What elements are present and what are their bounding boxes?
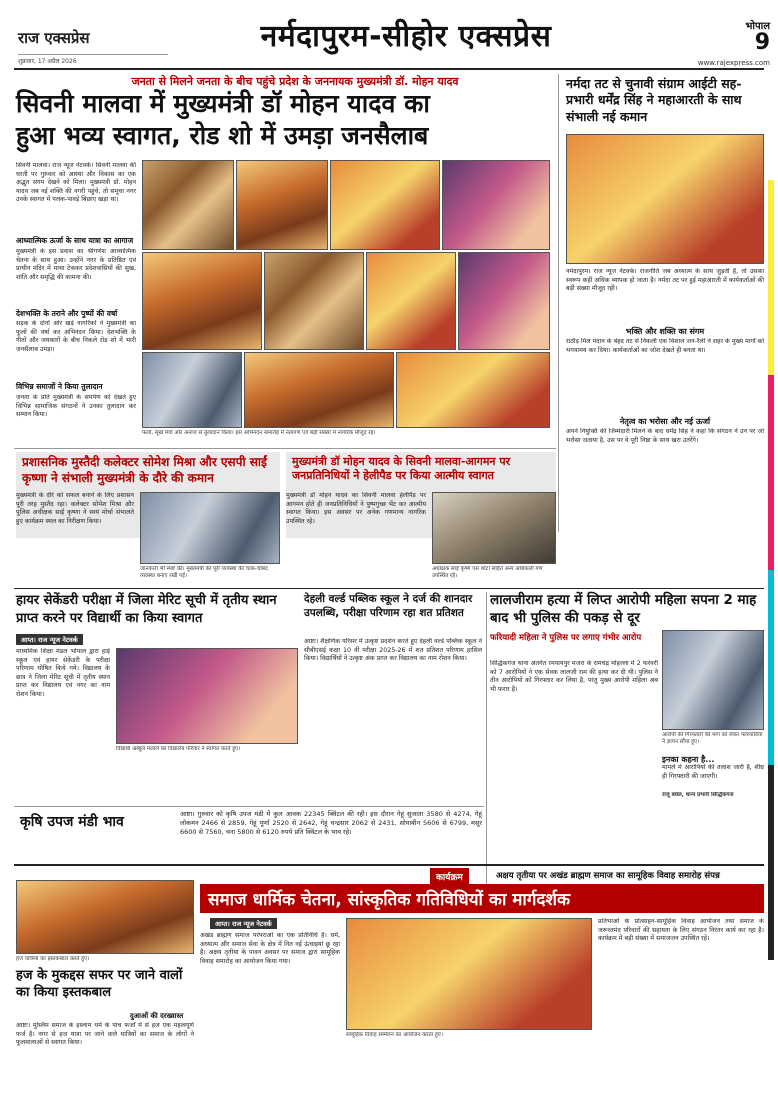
lead-headline-line2: हुआ भव्य स्वागत, रोड शो में उमड़ा जनसैलाब (16, 121, 429, 150)
masthead-right (690, 18, 770, 67)
crime-text: सिद्धिकगंज थाना अंतर्गत रमपायपुर मजरा के रामचंद्र मोहल्ला में 2 फरवरी को 7 आरोपियों ने एक सेवक लालजी राम की हत्या कर दी थी। पुलिस ने तीन आरोपियों को गिरफ्तार कर लिया है, परंतु मुख्य आरोपी महिला अब भी फरार है। (490, 660, 658, 693)
exam-headline: हायर सेकेंडरी परीक्षा में जिला मेरिट सूची में तृतीय स्थान प्राप्त करने पर विद्यार्थी का किया स्वागत (16, 593, 277, 626)
city-label: भोपाल (745, 21, 770, 32)
bottom-photo (346, 918, 592, 1030)
crime-caption: आरोपी की गिरफ्तारी की मांग को लेकर फरियादिया ने ज्ञापन सौंपा हुए। (662, 732, 763, 745)
hajj-headline: हज के मुकद्दस सफर पर जाने वालों का किया इस्तकबाल (16, 968, 183, 1000)
bottom-rule (14, 864, 764, 866)
heli-text: मुख्यमंत्री डॉ मोहन यादव का सिवनी मालवा हेलीपैड पर आगमन होते ही जनप्रतिनिधियों ने पुष्पगुच्छ भेंट कर आत्मीय स्वागत किया। इस अवसर पर अनेक गणमान्य नागरिक उपस्थित रहे। (286, 492, 426, 525)
lead-photo-3 (330, 160, 440, 250)
bottom-headline: समाज धार्मिक चेतना, सांस्कृतिक गतिविधियों का मार्गदर्शक (200, 884, 764, 913)
crime-sub2-by: राजू बघेल, थाना प्रभारी सिद्धिकगंज (662, 792, 734, 798)
admin-headline: प्रशासनिक मुस्तैदी कलेक्टर सोमेश मिश्रा और एसपी साईं कृष्णा ने संभाली मुख्यमंत्री के दौरे की कमान (22, 455, 267, 485)
hajj-caption: हज यात्रियों का इस्तकबाल करते हुए। (16, 956, 90, 962)
column-divider (558, 74, 559, 532)
edition-title: नर्मदापुरम-सीहोर एक्सप्रेस (260, 19, 552, 54)
hajj-photo (16, 880, 194, 954)
lead-photo-5 (142, 252, 262, 350)
exam-text: माध्यमिक शिक्षा मंडल भोपाल द्वारा हाई स्कूल एवं हायर सेकेंडरी के परीक्षा परिणाम घोषित किये गये। विद्यालय के छात्र ने जिला मेरिट सूची में तृतीय स्थान प्राप्त कर विद्यालय एवं नगर का नाम रोशन किया। (16, 648, 110, 698)
lead-sub1: आध्यात्मिक ऊर्जा के साथ यात्रा का आगाज (16, 236, 134, 245)
lead-photo-7 (366, 252, 456, 350)
mandi-divider (14, 806, 484, 807)
lead-sub2-text: सड़क के दोनों ओर खड़े नागरिकों ने मुख्यमंत्री का फूलों की वर्षा कर अभिनंदन किया। देशभक्ति के गीतों और जयकारों के बीच निकले रोड शो में भारी जनसैलाब उमड़ा। (16, 320, 136, 353)
sidebar-sub2-text: अपने नियुक्ति की जिम्मेदारी मिलने के बाद धर्मेंद्र सिंह ने कहा कि संगठन ने उन पर जो भरोसा जताया है, उस पर वे पूरी निष्ठा के साथ खरा उतरेंगे। (566, 428, 764, 444)
dps-text: आष्टा। शैक्षणिक परिसर में उत्कृष्ट प्रदर्शन करते हुए देहली वर्ल्ड पब्लिक स्कूल ने सीबीएसई कक्षा 10 वीं परीक्षा 2025-26 में शत प्रतिशत परिणाम हासिल किया। विद्यार्थियों ने उत्कृष्ट अंक प्राप्त कर विद्यालय का नाम रोशन किया। (304, 638, 482, 662)
admin-text: मुख्यमंत्री के दौरे को सफल बनाने के लिए प्रशासन पूरी तरह मुस्तैद रहा। कलेक्टर सोमेश मिश्रा और पुलिस अधीक्षक साईं कृष्णा ने स्वयं मोर्चा संभालते हुए कार्यक्रम स्थल का निरीक्षण किया। (16, 492, 134, 525)
lead-headline-line1: सिवनी मालवा में मुख्यमंत्री डॉ मोहन यादव का (16, 89, 430, 118)
sidebar-sub1: भक्ति और शक्ति का संगम (625, 327, 705, 336)
masthead-left (18, 28, 168, 65)
lead-kicker: जनता से मिलने जनता के बीच पहुंचे प्रदेश के जननायक मुख्यमंत्री डॉ. मोहन यादव (131, 75, 459, 88)
crime-sub2-text: मामले में आरोपियों की तलाश जारी है, शीघ्र ही गिरफ्तारी की जाएगी। (662, 764, 764, 780)
crime-sub2: इनका कहना है... (662, 755, 715, 764)
crime-subhead: फरियादी महिला ने पुलिस पर लगाए गंभीर आरोप (490, 633, 642, 643)
dps-headline: देहली वर्ल्ड पब्लिक स्कूल ने दर्ज की शानदार उपलब्धि, परीक्षा परिणाम रहा शत प्रतिशत (304, 593, 473, 620)
heli-headline: मुख्यमंत्री डॉ मोहन यादव के सिवनी मालवा-आगमन पर जनप्रतिनिधियों ने हेलीपैड पर किया आत्मीय स्वागत (292, 455, 511, 483)
lead-sub1-text: मुख्यमंत्री के इस प्रवास का श्रीगणेश आध्यात्मिक चेतना के साथ हुआ। उन्होंने नगर के प्रतिष्ठित एवं प्राचीन मंदिर में माथा टेककर प्रदेशवासियों की सुख, शांति और समृद्धि की कामना की। (16, 248, 136, 281)
bottom-byline: आप्त। राज न्यूज नेटवर्क (210, 918, 277, 929)
lead-photo-9 (142, 352, 242, 428)
lead-photo-8 (458, 252, 550, 350)
hajj-text: आष्टा। मुस्लिम समाज के इस्लाम धर्म के पांच फर्जों में से हज एक महत्वपूर्ण फर्ज है। नगर से हज यात्रा पर जाने वाले यात्रियों का समाज के लोगों ने फूलमालाओं से स्वागत किया। (16, 1022, 194, 1046)
dateline: शुक्रवार, 17 अप्रैल 2026 (18, 54, 168, 65)
bottom-text: अखंड ब्राह्मण समाज परंपराओं का एक प्रतिनिधि है। धर्म, अध्यात्म और समाज सेवा के क्षेत्र में नित नई ऊंचाइयां छू रहा है। अक्षय तृतीया के पावन अवसर पर समाज द्वारा सामूहिक विवाह समारोह का आयोजन किया गया। (200, 932, 340, 965)
tier-divider (14, 448, 556, 449)
exam-byline: आप्त। राज न्यूज नेटवर्क (16, 634, 83, 645)
heli-photo (432, 492, 556, 564)
admin-caption: जानकारी भी स्पष्ट की। मुख्यमंत्री की पूरी व्यवस्था की चाक-चौबंद व्यवस्था बनाए रखी गई। (140, 566, 268, 579)
section-tag: कार्यक्रम (430, 868, 469, 885)
lead-photo-2 (236, 160, 328, 250)
lead-intro: सिवनी मालवा। राज न्यूज नेटवर्क। सिवनी मालवा की धरती पर गुरुवार को आस्था और विकास का एक अद्भुत संगम देखने को मिला। मुख्यमंत्री डॉ. मोहन यादव जब नई शक्ति की नगरी पहुंचे, तो समूचा नगर उनके स्वागत में पलक-पावड़े बिछाए खड़ा था। (16, 162, 136, 203)
color-registration-strip (768, 180, 774, 960)
admin-photo (140, 492, 280, 564)
lead-photo-1 (142, 160, 234, 250)
mandi-title: कृषि उपज मंडी भाव (20, 814, 124, 830)
heli-caption: अधीक्षक साईं कृष्ण एस थोटा सहित अन्य अधिकारी गण उपस्थित रहे। (432, 566, 543, 579)
sidebar-headline: नर्मदा तट से चुनावी संग्राम आईटी सह-प्रभारी धर्मेंद्र सिंह ने महाआरती के साथ संभाली नई कमान (566, 76, 742, 124)
third-tier-rule (14, 588, 764, 589)
masthead-rule (14, 68, 764, 70)
sidebar-photo (566, 134, 764, 264)
crime-photo (662, 630, 764, 730)
hajj-subhead: दुआओं की दरख्वास्त (130, 1012, 184, 1020)
bottom-kicker: अक्षय तृतीया पर अखंड ब्राह्मण समाज का सामूहिक विवाह समारोह संपन्न (496, 871, 720, 881)
lead-photo-caption: फलों, सूखे मेवों और अनाज से तुलादान किया। इस अभिनंदन समारोह में नेतागण एवं बड़ी संख्या में नागरिक मौजूद रहे। (142, 430, 376, 436)
lead-sub2: देशभक्ति के तराने और पुष्पों की वर्षा (16, 309, 118, 318)
website-link[interactable]: www.rajexpress.com (697, 59, 770, 67)
crime-headline: लालजीराम हत्या में लिप्त आरोपी महिला सपना 2 माह बाद भी पुलिस की पकड़ से दूर (490, 592, 757, 626)
page-number: 9 (754, 30, 770, 55)
exam-caption: विद्यार्थी अब्बुल मलाल का विद्यालय परिवार ने स्वागत करते हुए। (116, 746, 241, 752)
lead-photo-11 (396, 352, 550, 428)
sidebar-text: नर्मदापुरम। राज न्यूज नेटवर्क। राजनीति जब अध्यात्म के साथ जुड़ती है, तो उसका स्वरूप कहीं अधिक व्यापक हो जाता है। नर्मदा तट पर हुई महाआरती में कार्यकर्ताओं की बड़ी संख्या मौजूद रही। (566, 268, 764, 292)
sidebar-sub1-text: राठौड़ मिल मंदान के बेहद तट से निकली एक विशाल जन-रैली ने शहर के मुख्य मार्गों को भगवामय कर दिया। कार्यकर्ताओं का जोश देखते ही बनता था। (566, 338, 764, 354)
mandi-text: आष्टा। गुरुवार को कृषि उपज मंडी में कुल आवक 22345 क्विंटल की रही। इस दौरान गेहूं सुजाता 3580 से 4274, गेहूं लोकमन 2466 से 2859, गेहूं पूर्णा 2520 से 2642, गेहूं चन्द्रसार 2062 से 2431, सोयाबीन 5606 से 6799, मसूर 6600 से 7560, चना 5800 से 6120 रुपये प्रति क्विंटल के भाव रहे। (180, 810, 482, 836)
crime-divider (486, 592, 487, 902)
lead-photo-6 (264, 252, 364, 350)
lead-photo-4 (442, 160, 550, 250)
exam-photo (116, 648, 298, 744)
lead-sub3: विभिन्न समाजों ने किया तुलादान (16, 382, 103, 391)
bottom-right-text: प्रतिभाओं के प्रोत्साहन-सामूहिक विवाह आयोजन तथा समाज के जरूरतमंद परिवारों की सहायता के लिए संगठन निरंतर कार्य कर रहा है। कार्यक्रम में बड़ी संख्या में समाजजन उपस्थित रहे। (598, 918, 764, 942)
lead-photo-10 (244, 352, 394, 428)
bottom-caption: सामूहिक विवाह सम्मेलन का आयोजन करता हुए। (346, 1032, 443, 1038)
lead-sub3-text: जनता के प्रति मुख्यमंत्री के समर्पण को देखते हुए विभिन्न सामाजिक संगठनों ने उनका तुलादान कर सम्मान किया। (16, 394, 136, 418)
paper-name: राज एक्सप्रेस (18, 29, 90, 47)
sidebar-sub2: नेतृत्व का भरोसा और नई ऊर्जा (619, 417, 711, 426)
